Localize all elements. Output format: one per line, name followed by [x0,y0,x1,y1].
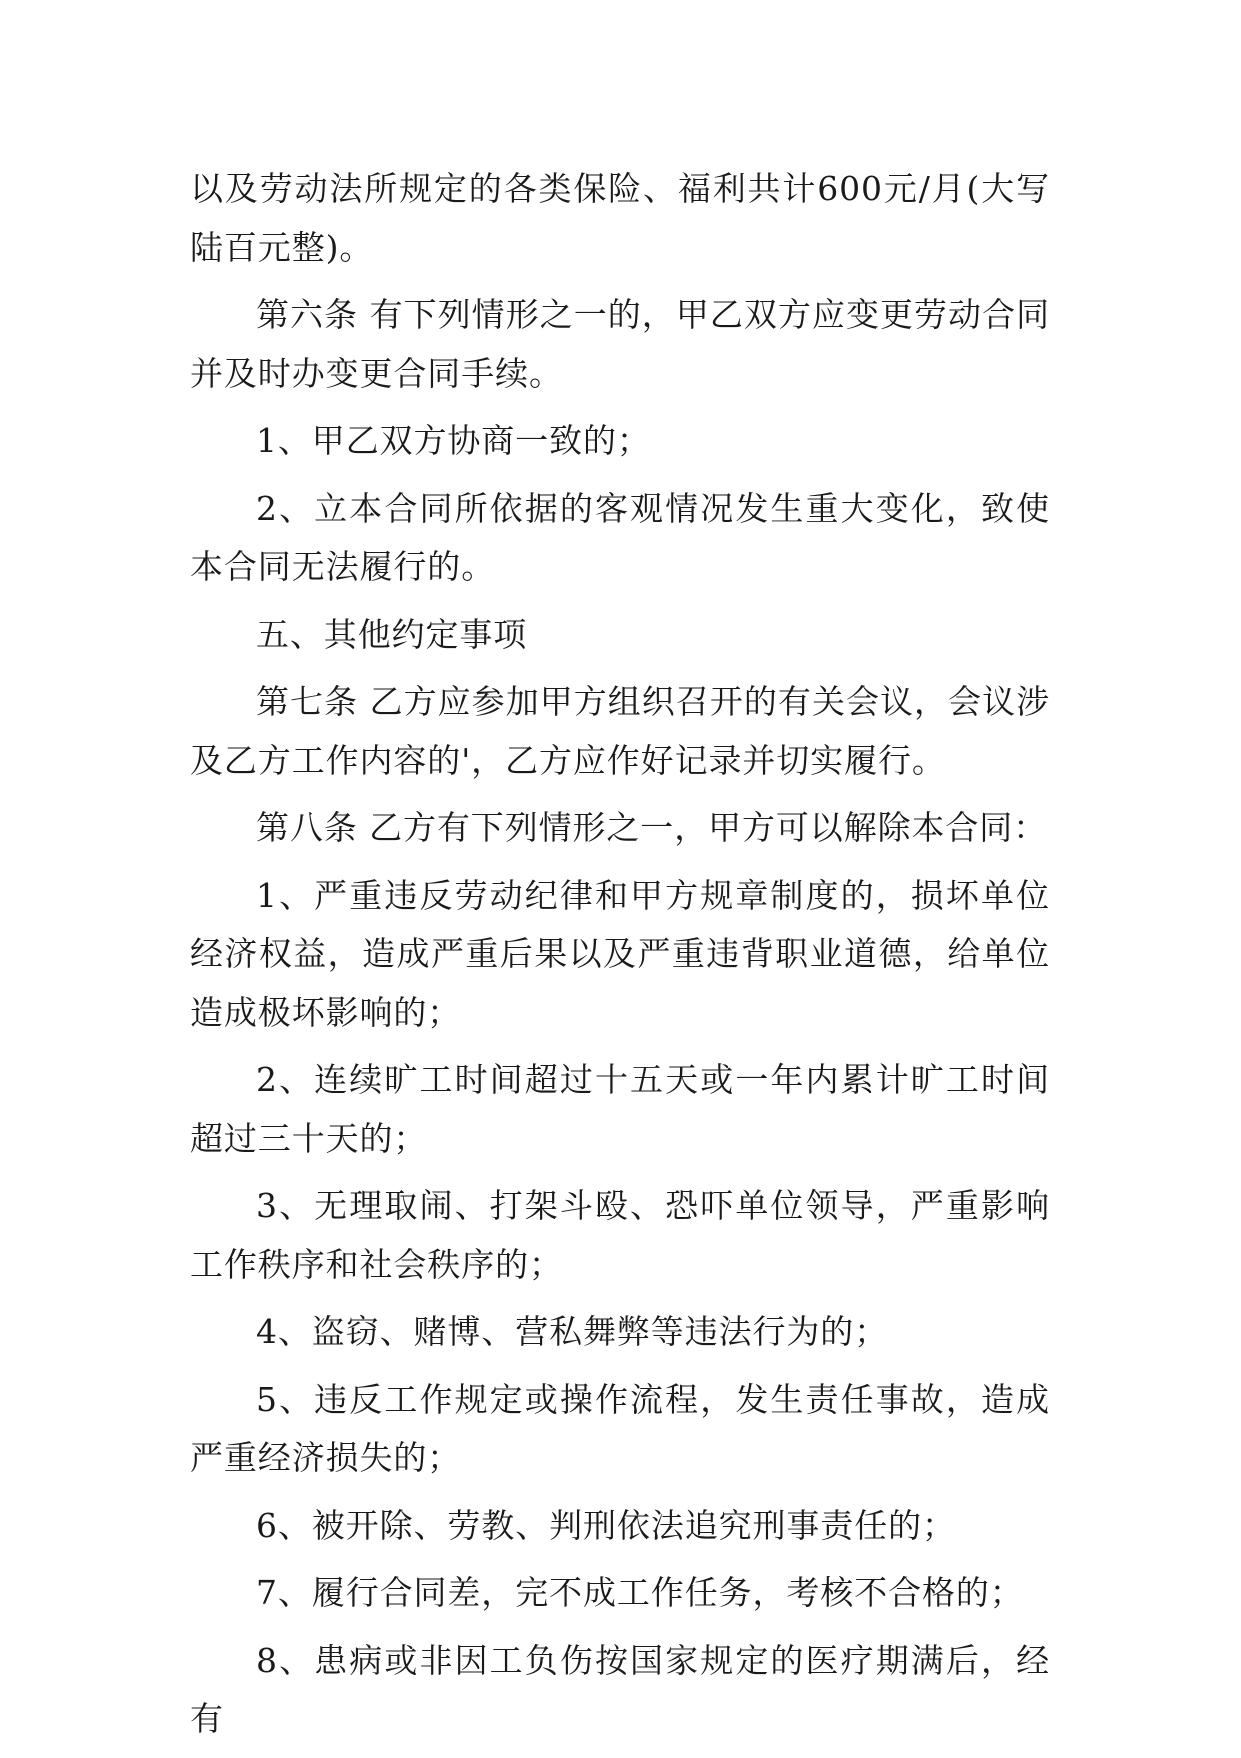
paragraph-continuation: 以及劳动法所规定的各类保险、福利共计600元/月(大写陆百元整)。 [190,169,1050,267]
paragraph-article-8: 第八条 乙方有下列情形之一，甲方可以解除本合同： [256,808,1048,847]
paragraph-article-8-item-4: 4、盗窃、赌博、营私舞弊等违法行为的； [256,1312,889,1351]
paragraph-article-8-item-3: 3、无理取闹、打架斗殴、恐吓单位领导，严重影响工作秩序和社会秩序的； [190,1186,1050,1284]
paragraph-article-8-item-5: 5、违反工作规定或操作流程，发生责任事故，造成严重经济损失的； [190,1379,1050,1477]
paragraph-article-7: 第七条 乙方应参加甲方组织召开的有关会议，会议涉及乙方工作内容的'，乙方应作好记录并切实履行。 [190,682,1050,780]
paragraph-article-8-item-7: 7、履行合同差，完不成工作任务，考核不合格的； [256,1573,1024,1612]
section-heading-other-matters: 五、其他约定事项 [256,614,528,654]
paragraph-article-6-item-1: 1、甲乙双方协商一致的； [256,421,651,460]
paragraph-article-6: 第六条 有下列情形之一的，甲乙双方应变更劳动合同并及时办变更合同手续。 [190,295,1050,393]
document-body [190,160,1050,1758]
paragraph-article-8-item-2: 2、连续旷工时间超过十五天或一年内累计旷工时间超过三十天的； [190,1060,1050,1158]
paragraph-article-8-item-1: 1、严重违反劳动纪律和甲方规章制度的，损坏单位经济权益，造成严重后果以及严重违背职业道德，给单位造成极坏影响的； [190,875,1050,1032]
paragraph-article-6-item-2: 2、立本合同所依据的客观情况发生重大变化，致使本合同无法履行的。 [190,488,1050,586]
paragraph-article-8-item-8: 8、患病或非因工负伤按国家规定的医疗期满后，经有 [190,1640,1050,1738]
paragraph-article-8-item-6: 6、被开除、劳教、判刑依法追究刑事责任的； [256,1505,956,1545]
